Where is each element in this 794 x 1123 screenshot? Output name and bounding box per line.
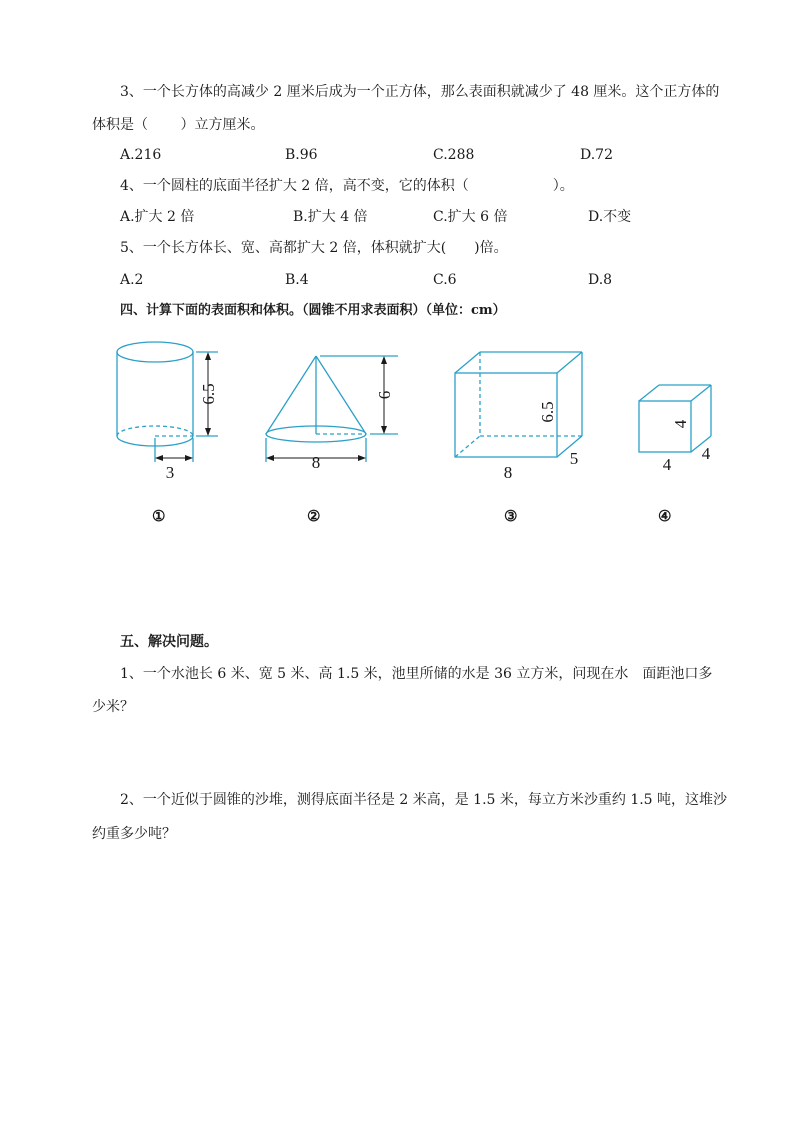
- cube-length-label: 4: [662, 455, 672, 474]
- cone-figure: [266, 356, 398, 462]
- cuboid-length-label: 8: [503, 463, 513, 482]
- figure-number-4: ④: [658, 507, 672, 525]
- q3-option-b: B.96: [285, 147, 318, 163]
- section5-heading: 五、解决问题。: [120, 634, 218, 650]
- q4-option-c: C.扩大 6 倍: [433, 209, 508, 225]
- cube-height-label: 4: [671, 419, 690, 429]
- q4-text: 4、一个圆柱的底面半径扩大 2 倍，高不变，它的体积（ ）。: [120, 178, 574, 194]
- q3-text-line2: 体积是（ ）立方厘米。: [92, 117, 265, 133]
- cylinder-radius-label: 3: [165, 463, 175, 482]
- cube-width-label: 4: [701, 444, 711, 463]
- q4-option-d: D.不变: [588, 209, 632, 225]
- q3-option-d: D.72: [580, 147, 613, 163]
- q3-option-c: C.288: [433, 147, 475, 163]
- q4-option-a: A.扩大 2 倍: [120, 209, 195, 225]
- section4-heading: 四、计算下面的表面积和体积。（圆锥不用求表面积）（单位：cm）: [120, 303, 506, 318]
- figure-number-1: ①: [152, 507, 166, 525]
- cuboid-height-label: 6.5: [538, 401, 557, 423]
- cuboid-figure: [455, 352, 582, 457]
- q5-option-d: D.8: [588, 272, 613, 288]
- q5-option-b: B.4: [285, 272, 309, 288]
- q3-option-a: A.216: [120, 147, 162, 163]
- problem1-line2: 少米？: [92, 699, 134, 715]
- problem2-line2: 约重多少吨？: [92, 826, 176, 842]
- q3-text-line1: 3、一个长方体的高减少 2 厘米后成为一个正方体，那么表面积就减少了 48 厘米。这个正方体的: [120, 84, 720, 100]
- q4-option-b: B.扩大 4 倍: [293, 209, 368, 225]
- cylinder-height-label: 6.5: [199, 383, 218, 405]
- q5-option-a: A.2: [120, 272, 144, 288]
- cube-figure: [639, 385, 711, 452]
- problem2-line1: 2、一个近似于圆锥的沙堆，测得底面半径是 2 米高，是 1.5 米，每立方米沙重约 1.5 吨，这堆沙: [120, 792, 728, 808]
- cuboid-width-label: 5: [569, 449, 579, 468]
- figure-number-2: ②: [307, 507, 321, 525]
- q5-text: 5、一个长方体长、宽、高都扩大 2 倍，体积就扩大( )倍。: [120, 240, 508, 256]
- geometry-figures: [0, 0, 794, 540]
- q5-option-c: C.6: [433, 272, 457, 288]
- figure-number-3: ③: [504, 507, 518, 525]
- problem1-line1: 1、一个水池长 6 米、宽 5 米、高 1.5 米，池里所储的水是 36 立方米，问现在水 面距池口多: [120, 666, 713, 682]
- cone-height-label: 6: [375, 390, 394, 400]
- cone-diameter-label: 8: [311, 453, 321, 472]
